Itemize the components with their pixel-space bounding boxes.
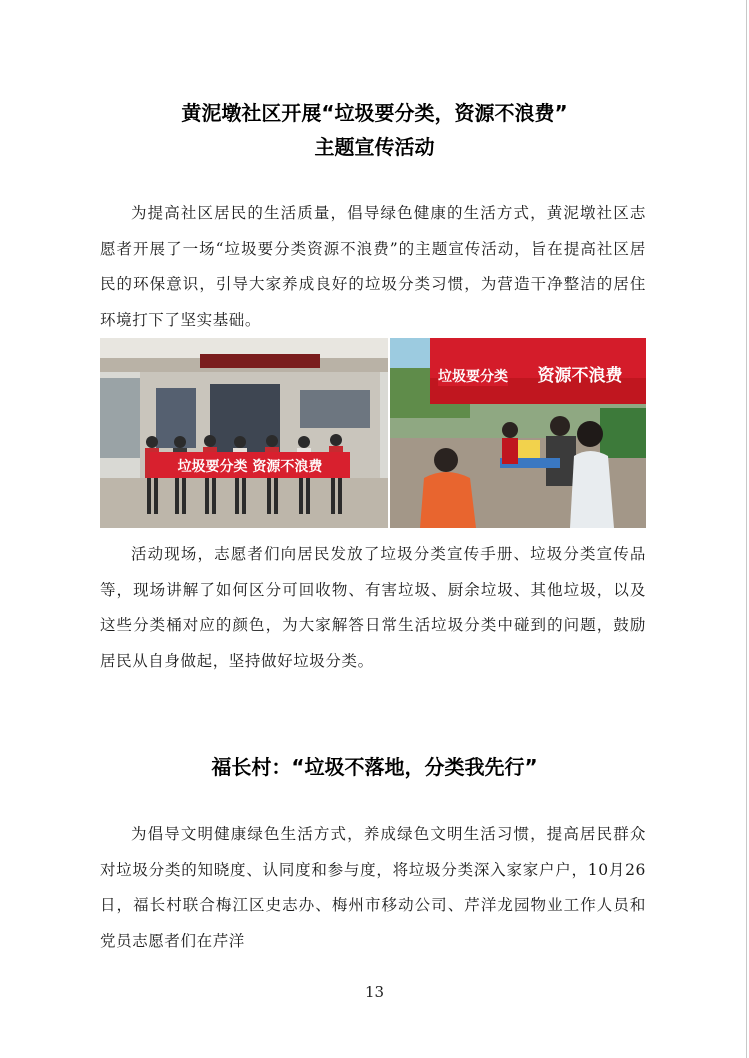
article1-title-line2: 主题宣传活动 <box>314 135 435 159</box>
photo2-banner-right: 资源不浪费 <box>537 366 623 386</box>
article1-paragraph2: 活动现场，志愿者们向居民发放了垃圾分类宣传手册、垃圾分类宣传品等，现场讲解了如何区分可回收物、有害垃圾、厨余垃圾、其他垃圾，以及这些分类桶对应的颜色，为大家解答日常生活垃圾分类中碰到的问题，鼓励居民从自身做起，坚持做好垃圾分类。 <box>100 545 646 670</box>
photo2-banner-left: 垃圾要分类 <box>438 369 508 385</box>
page-number: 13 <box>364 983 385 1001</box>
photo-volunteers-banner <box>100 338 388 528</box>
article1-paragraph1: 为提高社区居民的生活质量，倡导绿色健康的生活方式，黄泥墩社区志愿者开展了一场“垃圾要分类资源不浪费”的主题宣传活动，旨在提高社区居民的环保意识，引导大家养成良好的垃圾分类习惯，为营造干净整洁的居住环境打下了坚实基础。 <box>100 204 646 329</box>
article2-title: 福长村：“垃圾不落地，分类我先行” <box>211 755 538 779</box>
photo1-banner-text: 垃圾要分类 资源不浪费 <box>177 459 323 475</box>
article2-paragraph1: 为倡导文明健康绿色生活方式，养成绿色文明生活习惯，提高居民群众对垃圾分类的知晓度、认同度和参与度，将垃圾分类深入家家户户，10月26日，福长村联合梅江区史志办、梅州市移动公司、芹洋龙园物业工作人员和党员志愿者们在芹洋 <box>100 825 646 950</box>
photo-tent-booth <box>390 338 646 528</box>
article1-title-line1: 黄泥墩社区开展“垃圾要分类，资源不浪费” <box>181 101 568 125</box>
